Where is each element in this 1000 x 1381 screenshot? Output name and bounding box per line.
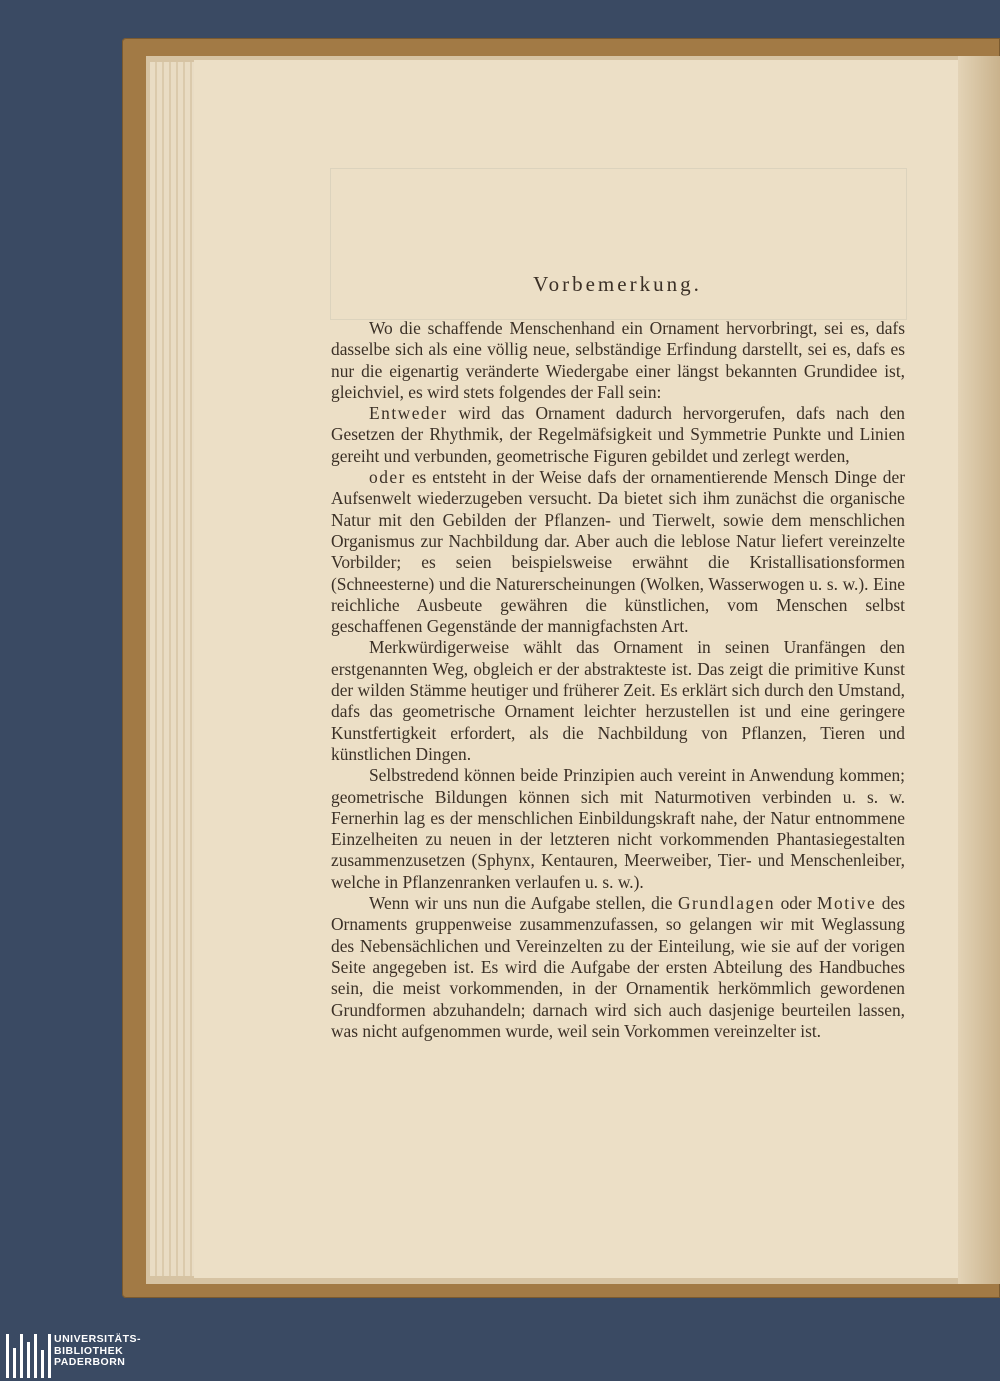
body-text bbox=[331, 318, 905, 1042]
page-gutter bbox=[958, 56, 1000, 1284]
paragraph-1: Wo die schaffende Menschenhand ein Ornament hervorbringt, sei es, dafs dasselbe sich als eine völlig neue, selbständige Erfindung darstellt, sei es, dafs es nur die eigenartig veränderte Wiedergabe einer längst bekannten Grundidee ist, gleichviel, es wird stets folgendes der Fall sein: bbox=[331, 318, 905, 402]
show-through-frame bbox=[330, 168, 907, 320]
paragraph-2: Entweder wird das Ornament dadurch hervorgerufen, dafs nach den Gesetzen der Rhythmik, der Regelmäfsigkeit und Symmetrie Punkte und Linien gereiht und verbunden, geometrische Figuren gebildet und zerlegt werden, bbox=[331, 403, 905, 466]
paragraph-6: Wenn wir uns nun die Aufgabe stellen, die Grundlagen oder Motive des Ornaments gruppenweise zusammenzufassen, so gelangen wir mit Weglassung des Nebensächlichen und Vereinzelten zu der Einteilung, wie sie auf der vorigen Seite angegeben ist. Es wird die Aufgabe der ersten Abteilung des Handbuches sein, die meist vorkommenden, in der Ornamentik herkömmlich gewordenen Grundformen abzuhandeln; darnach wird sich auch dasjenige beurteilen lassen, was nicht aufgenommen wurde, weil sein Vorkommen vereinzelter ist. bbox=[331, 893, 905, 1041]
paragraph-3: oder es entsteht in der Weise dafs der ornamentierende Mensch Dinge der Aufsenwelt wiederzugeben versucht. Da bietet sich ihm zunächst die organische Natur mit den Gebilden der Pflanzen- und Tierwelt, sowie dem menschlichen Organismus zur Nachbildung dar. Aber auch die leblose Natur liefert vereinzelte Vorbilder; es seien beispielsweise erwähnt die Kristallisationsformen (Schneesterne) und die Naturerscheinungen (Wolken, Wasserwogen u. s. w.). Eine reichliche Ausbeute gewähren die künstlichen, vom Menschen selbst geschaffenen Gegenstände der mannigfachsten Art. bbox=[331, 467, 905, 637]
lead-word: oder bbox=[369, 467, 406, 488]
paragraph-4: Merkwürdigerweise wählt das Ornament in seinen Uranfängen den erstgenannten Weg, obgleich er der abstrakteste ist. Das zeigt die primitive Kunst der wilden Stämme heutiger und früherer Zeit. Es erklärt sich durch den Umstand, dafs das geometrische Ornament leichter herzustellen ist und eine geringere Kunstfertigkeit erfordert, als die Nachbildung von Pflanzen, Tieren und künstlichen Dingen. bbox=[331, 637, 905, 764]
paragraph-5: Selbstredend können beide Prinzipien auch vereint in Anwendung kommen; geometrische Bildungen können sich mit Naturmotiven verbinden u. s. w. Fernerhin lag es der menschlichen Einbildungskraft nahe, der Natur entnommene Einzelheiten zu neuen in der letzteren nicht vorkommenden Phantasiegestalten zusammenzusetzen (Sphynx, Kentauren, Meerweiber, Tier- und Menschenleiber, welche in Pflanzenranken verlaufen u. s. w.). bbox=[331, 765, 905, 892]
emphasis-word: Motive bbox=[817, 893, 877, 914]
emphasis-word: Grundlagen bbox=[677, 893, 776, 914]
lead-word: Entweder bbox=[369, 403, 448, 424]
logo-text: UNIVERSITÄTS- BIBLIOTHEK PADERBORN bbox=[54, 1333, 142, 1368]
page-heading: Vorbemerkung. bbox=[533, 272, 702, 296]
library-logo bbox=[0, 1326, 200, 1381]
page-edges bbox=[150, 62, 194, 1276]
logo-bars-icon bbox=[6, 1334, 51, 1378]
